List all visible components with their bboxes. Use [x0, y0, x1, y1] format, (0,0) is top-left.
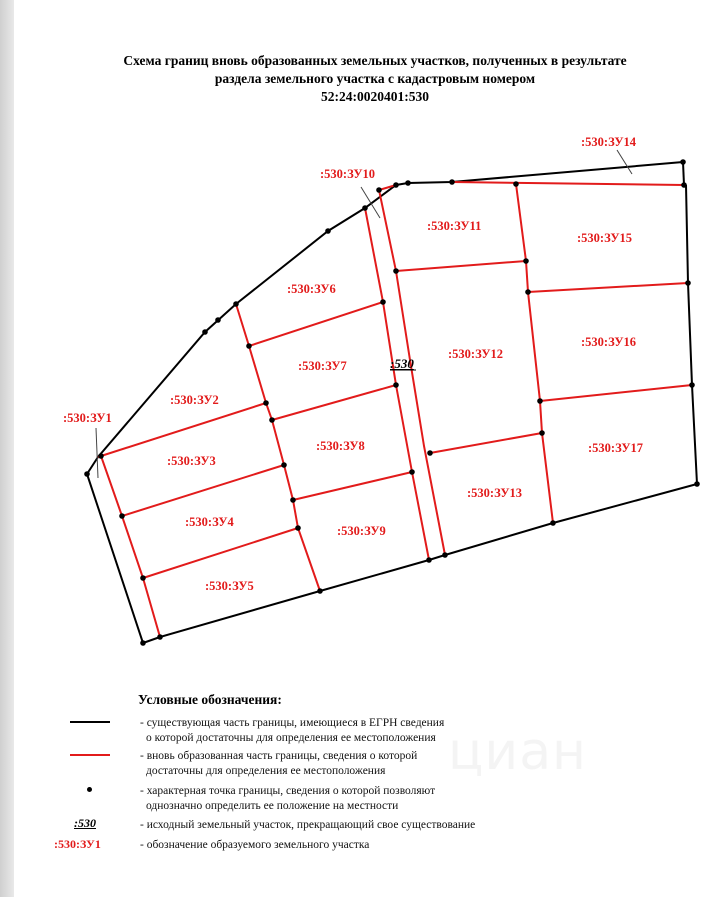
cut-zu4-zu5 [143, 528, 298, 578]
legend-text-parcel [140, 838, 369, 853]
boundary-point [681, 182, 687, 188]
label-zu9: :530:ЗУ9 [337, 524, 386, 538]
leader-zu1 [96, 428, 98, 478]
label-zu10: :530:ЗУ10 [320, 167, 376, 181]
boundary-point [426, 557, 432, 563]
cut-zu1-border [101, 456, 160, 637]
boundary-point [376, 187, 382, 193]
boundary-point [442, 552, 448, 558]
legend-line: - существующая часть границы, имеющиеся в ЕГРН сведения [140, 717, 445, 729]
red-line-symbol [70, 754, 110, 756]
title-line-2: раздела земельного участка с кадастровым номером [214, 71, 536, 86]
parcel-symbol: :530:ЗУ1 [54, 837, 101, 851]
boundary-point [685, 280, 691, 286]
boundary-point [393, 382, 399, 388]
boundary-point [539, 430, 545, 436]
legend-text-existing [140, 716, 444, 746]
label-zu11: :530:ЗУ11 [427, 219, 482, 233]
leader-zu14 [617, 150, 632, 174]
boundary-point [140, 640, 146, 646]
boundary-point [290, 497, 296, 503]
label-zu13: :530:ЗУ13 [467, 486, 523, 500]
cut-zu15-zu16 [528, 283, 688, 292]
label-zu14: :530:ЗУ14 [581, 135, 637, 149]
outer-boundary-east [686, 185, 697, 484]
boundary-point [537, 398, 543, 404]
label-zu12: :530:ЗУ12 [448, 347, 504, 361]
legend-line: достаточны для определения ее местоположения [146, 765, 386, 777]
legend-text-source [140, 818, 475, 833]
boundary-point [409, 469, 415, 475]
boundary-point [325, 228, 331, 234]
boundary-point [689, 382, 695, 388]
outer-boundary-north-end [683, 162, 684, 185]
label-zu3: :530:ЗУ3 [167, 454, 216, 468]
source-symbol: :530 [74, 816, 96, 830]
title-line-3: 52:24:0020401:530 [321, 89, 429, 104]
boundary-point [362, 205, 368, 211]
cut-zu8-zu9 [293, 472, 412, 500]
title-line-1: Схема границ вновь образованных земельных участков, полученных в результате [123, 53, 627, 68]
label-zu8: :530:ЗУ8 [316, 439, 365, 453]
cut-zu10-east [379, 190, 445, 555]
cut-zu14-zu15 [452, 182, 684, 185]
boundary-point [269, 417, 275, 423]
black-line-symbol [70, 721, 110, 723]
boundary-point [427, 450, 433, 456]
label-zu2: :530:ЗУ2 [170, 393, 219, 407]
cut-zu11-zu12 [396, 261, 526, 271]
boundary-point [694, 481, 700, 487]
label-zu4: :530:ЗУ4 [185, 515, 234, 529]
boundary-point [295, 525, 301, 531]
legend-line: однозначно определить ее положение на местности [146, 800, 399, 812]
legend-line: - вновь образованная часть границы, сведения о которой [140, 750, 418, 762]
boundary-point [246, 343, 252, 349]
boundary-point [405, 180, 411, 186]
boundary-point [84, 471, 90, 477]
legend-title: Условные обозначения: [138, 692, 282, 707]
label-zu6: :530:ЗУ6 [287, 282, 336, 296]
outer-boundary-southwest [87, 457, 143, 643]
boundary-point [317, 588, 323, 594]
cut-zu3-zu4 [122, 465, 284, 516]
boundary-point [449, 179, 455, 185]
boundary-point [523, 258, 529, 264]
cut-zu2-zu3 [101, 403, 266, 456]
legend-line: - характерная точка границы, сведения о которой позволяют [140, 785, 436, 797]
outer-boundary-south [143, 484, 697, 643]
boundary-point [680, 159, 686, 165]
source-parcel-label: :530 [390, 356, 414, 371]
legend-text-point [140, 784, 435, 814]
label-zu16: :530:ЗУ16 [581, 335, 637, 349]
watermark: циан [448, 722, 588, 782]
boundary-point [140, 575, 146, 581]
boundary-point [380, 299, 386, 305]
legend-text-new [140, 749, 417, 779]
boundary-point [550, 520, 556, 526]
outer-boundary-west [98, 162, 683, 457]
cut-east-column [516, 184, 553, 523]
boundary-point [119, 513, 125, 519]
boundary-point [513, 181, 519, 187]
boundary-point [263, 400, 269, 406]
boundary-point [157, 634, 163, 640]
boundary-point [233, 301, 239, 307]
legend-line: - обозначение образуемого земельного участка [140, 839, 370, 851]
boundary-point [281, 462, 287, 468]
cut-zu7-zu8 [272, 385, 396, 420]
boundary-point [98, 453, 104, 459]
label-zu7: :530:ЗУ7 [298, 359, 347, 373]
leader-lines [96, 150, 632, 478]
cut-zu12-zu13 [430, 433, 542, 453]
legend-line: о которой достаточны для определения ее местоположения [146, 732, 436, 744]
label-zu5: :530:ЗУ5 [205, 579, 254, 593]
boundary-point [525, 289, 531, 295]
cut-zu6-zu7 [249, 302, 383, 346]
legend-line: - исходный земельный участок, прекращающий свое существование [140, 819, 476, 831]
boundary-point [393, 268, 399, 274]
boundary-point [202, 329, 208, 335]
cut-zu16-zu17 [540, 385, 692, 401]
boundary-point [393, 182, 399, 188]
label-zu17: :530:ЗУ17 [588, 441, 644, 455]
dot-symbol [87, 787, 92, 792]
label-zu1: :530:ЗУ1 [63, 411, 112, 425]
label-zu15: :530:ЗУ15 [577, 231, 633, 245]
parcel-labels [63, 135, 643, 593]
boundary-point [215, 317, 221, 323]
